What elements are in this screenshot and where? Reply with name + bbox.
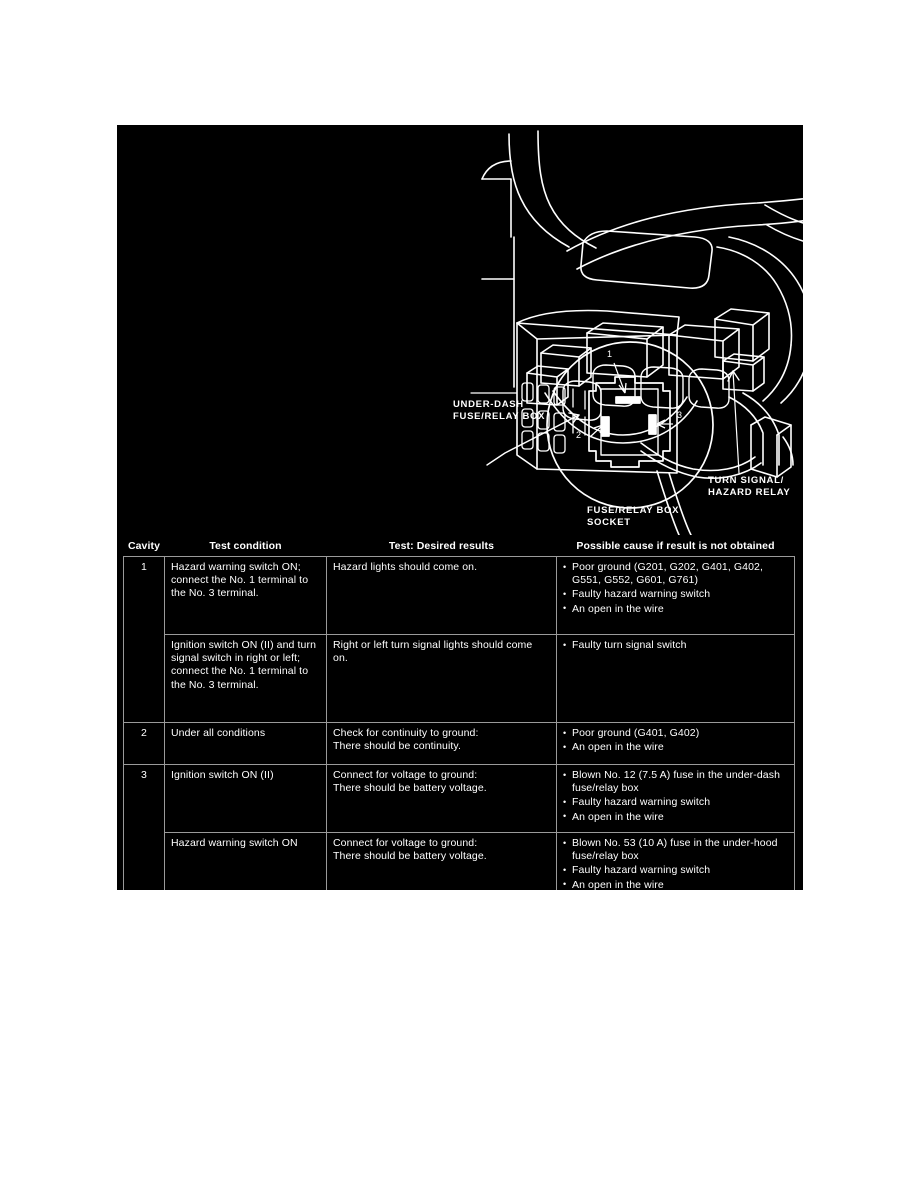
cell-possible-cause	[557, 765, 795, 833]
list-item: • Blown No. 53 (10 A) fuse in the under-hood fuse/relay box	[563, 837, 788, 863]
socket-detail-circle	[117, 125, 803, 535]
desired-results-line-2: There should be battery voltage.	[333, 782, 487, 795]
list-item: • Poor ground (G201, G202, G401, G402, G551, G552, G601, G761)	[563, 561, 788, 587]
possible-cause-list	[563, 769, 788, 824]
callout-line-2: FUSE/RELAY BOX	[453, 411, 546, 422]
list-item: • An open in the wire	[563, 811, 788, 824]
possible-cause-list	[563, 837, 788, 890]
troubleshooting-table-container	[117, 540, 803, 890]
terminal-number-2: 2	[576, 430, 582, 440]
cell-test-condition: Ignition switch ON (II) and turn signal switch in right or left; connect the No. 1 terminal to the No. 3 terminal.	[165, 635, 327, 723]
table-row	[124, 723, 795, 765]
cell-possible-cause	[557, 723, 795, 765]
callout-under-dash-fuse-relay-box	[453, 387, 545, 435]
cell-desired-results	[327, 833, 557, 891]
possible-cause-list	[563, 727, 788, 754]
terminal-number-1: 1	[607, 349, 613, 359]
list-item: • Faulty hazard warning switch	[563, 796, 788, 809]
desired-results-line-1: Connect for voltage to ground:	[333, 837, 478, 849]
cavity-number: 1	[124, 557, 165, 723]
table-row	[124, 833, 795, 891]
list-item: • Blown No. 12 (7.5 A) fuse in the under-dash fuse/relay box	[563, 769, 788, 795]
callout-line-2: SOCKET	[587, 517, 631, 528]
list-item: • Faulty hazard warning switch	[563, 588, 788, 601]
table-row	[124, 635, 795, 723]
column-header-possible-cause: Possible cause if result is not obtained	[576, 540, 775, 552]
desired-results-line-2: There should be battery voltage.	[333, 850, 487, 863]
table-row	[124, 557, 795, 635]
list-item: • An open in the wire	[563, 603, 788, 616]
callout-fuse-relay-box-socket	[587, 493, 679, 541]
service-manual-panel	[117, 125, 803, 890]
cavity-number: 2	[124, 723, 165, 765]
possible-cause-list	[563, 561, 788, 616]
possible-cause-list	[563, 639, 788, 652]
callout-line-1: FUSE/RELAY BOX	[587, 505, 680, 516]
table-header-row	[124, 540, 795, 557]
callout-line-1: TURN SIGNAL/	[708, 475, 784, 486]
cell-desired-results: Hazard lights should come on.	[327, 557, 557, 635]
cavity-number: 3	[124, 765, 165, 891]
callout-turn-signal-hazard-relay	[708, 463, 790, 511]
cell-desired-results: Right or left turn signal lights should come on.	[327, 635, 557, 723]
terminal-number-3: 3	[677, 410, 683, 420]
list-item: • An open in the wire	[563, 741, 788, 754]
column-header-desired-results: Test: Desired results	[388, 540, 495, 552]
cell-desired-results	[327, 723, 557, 765]
table-row	[124, 765, 795, 833]
list-item: • Poor ground (G401, G402)	[563, 727, 788, 740]
cell-test-condition: Hazard warning switch ON; connect the No. 1 terminal to the No. 3 terminal.	[165, 557, 327, 635]
cell-desired-results	[327, 765, 557, 833]
cell-possible-cause	[557, 557, 795, 635]
column-header-test-condition: Test condition	[209, 540, 282, 552]
callout-line-2: HAZARD RELAY	[708, 487, 791, 498]
desired-results-line-1: Check for continuity to ground:	[333, 727, 479, 739]
callout-line-1: UNDER-DASH	[453, 399, 524, 410]
cell-test-condition: Under all conditions	[165, 723, 327, 765]
troubleshooting-table	[123, 540, 795, 890]
fuse-relay-box-illustration	[117, 125, 803, 535]
list-item: • Faulty turn signal switch	[563, 639, 788, 652]
desired-results-line-1: Connect for voltage to ground:	[333, 769, 478, 781]
cell-test-condition: Hazard warning switch ON	[165, 833, 327, 891]
cell-test-condition: Ignition switch ON (II)	[165, 765, 327, 833]
list-item: • An open in the wire	[563, 879, 788, 890]
column-header-cavity: Cavity	[127, 540, 161, 552]
list-item: • Faulty hazard warning switch	[563, 864, 788, 877]
cell-possible-cause	[557, 635, 795, 723]
desired-results-line-2: There should be continuity.	[333, 740, 461, 753]
cell-possible-cause	[557, 833, 795, 891]
